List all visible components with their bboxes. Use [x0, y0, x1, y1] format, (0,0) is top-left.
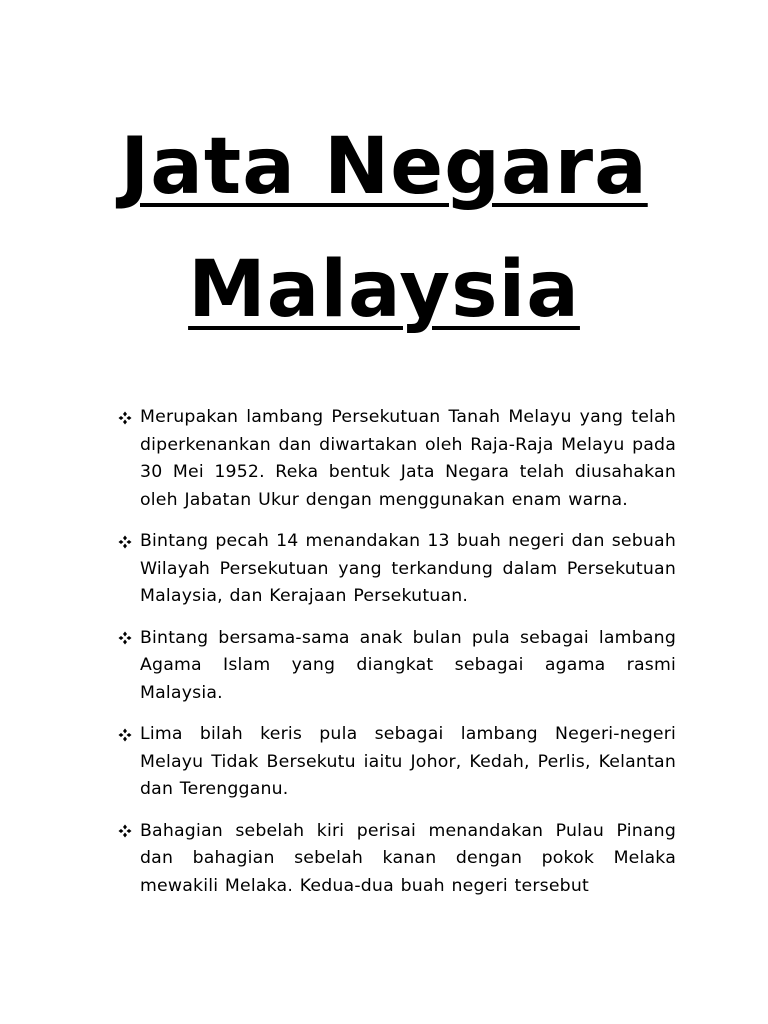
list-item: [118, 625, 676, 708]
bullet-text: Lima bilah keris pula sebagai lambang Negeri-negeri Melayu Tidak Bersekutu iaitu Johor, Kedah, Perlis, Kelantan dan Terengganu.: [140, 724, 676, 799]
diamond-bullet-icon: [118, 528, 140, 555]
list-item: [118, 528, 676, 611]
title-text-1: Jata Negara: [120, 122, 648, 212]
page-title-line-1: [0, 122, 768, 212]
list-item: [118, 818, 676, 901]
diamond-bullet-icon: [118, 404, 140, 431]
bullet-text: Merupakan lambang Persekutuan Tanah Melayu yang telah diperkenankan dan diwartakan oleh Raja-Raja Melayu pada 30 Mei 1952. Reka bentuk Jata Negara telah diusahakan oleh Jabatan Ukur dengan menggunakan enam warna.: [140, 407, 676, 510]
list-item: [118, 721, 676, 804]
diamond-bullet-icon: [118, 721, 140, 748]
list-item: [118, 404, 676, 514]
diamond-bullet-icon: [118, 625, 140, 652]
bullet-text: Bintang pecah 14 menandakan 13 buah negeri dan sebuah Wilayah Persekutuan yang terkandung dalam Persekutuan Malaysia, dan Kerajaan Persekutuan.: [140, 531, 676, 606]
bullet-list: [118, 404, 676, 914]
title-text-2: Malaysia: [188, 245, 580, 335]
diamond-bullet-icon: [118, 818, 140, 845]
bullet-text: Bahagian sebelah kiri perisai menandakan Pulau Pinang dan bahagian sebelah kanan dengan pokok Melaka mewakili Melaka. Kedua-dua buah negeri tersebut: [140, 820, 676, 896]
page-title-line-2: [0, 245, 768, 335]
bullet-text: Bintang bersama-sama anak bulan pula sebagai lambang Agama Islam yang diangkat sebagai agama rasmi Malaysia.: [140, 627, 676, 703]
